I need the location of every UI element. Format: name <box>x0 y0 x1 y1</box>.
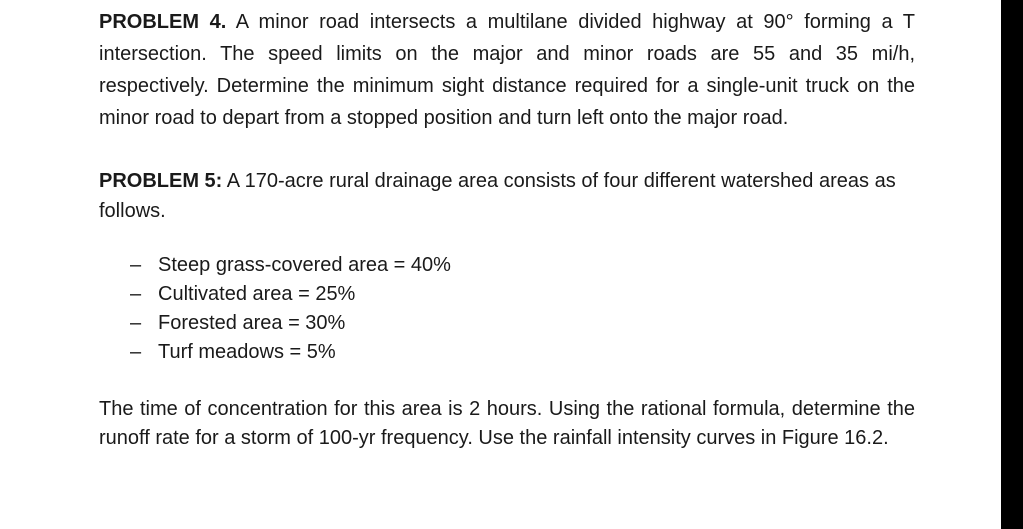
problem-4-paragraph <box>99 6 915 134</box>
problem-5-intro-text: A 170-acre rural drainage area consists of four different watershed areas as follows. <box>99 170 896 222</box>
problem-4-heading: PROBLEM 4. <box>99 11 227 33</box>
dash-bullet: – <box>130 283 142 305</box>
problem-5-heading: PROBLEM 5: <box>99 170 223 192</box>
problem-5-intro-paragraph <box>99 166 915 226</box>
list-item-text: Forested area = 30% <box>158 312 346 334</box>
list-item <box>130 338 451 367</box>
list-item-text: Turf meadows = 5% <box>158 341 336 363</box>
list-item-text: Steep grass-covered area = 40% <box>158 254 451 276</box>
list-item <box>130 280 451 309</box>
list-item <box>130 251 451 280</box>
problem-4-text: A minor road intersects a multilane divided highway at 90° forming a T intersection. The speed limits on the major and minor roads are 55 and 35 mi/h, respectively. Determine the minimum sight distance required for a single-unit truck on the minor road to depart from a stopped position and turn left onto the major road. <box>99 11 916 129</box>
watershed-list <box>130 251 451 367</box>
dash-bullet: – <box>130 312 142 334</box>
list-item <box>130 309 451 338</box>
dash-bullet: – <box>130 341 142 363</box>
dash-bullet: – <box>130 254 142 276</box>
problem-5-closing-paragraph: The time of concentration for this area is 2 hours. Using the rational formula, determine the runoff rate for a storm of 100-yr frequency. Use the rainfall intensity curves in Figure 16.2. <box>99 398 915 449</box>
list-item-text: Cultivated area = 25% <box>158 283 356 305</box>
